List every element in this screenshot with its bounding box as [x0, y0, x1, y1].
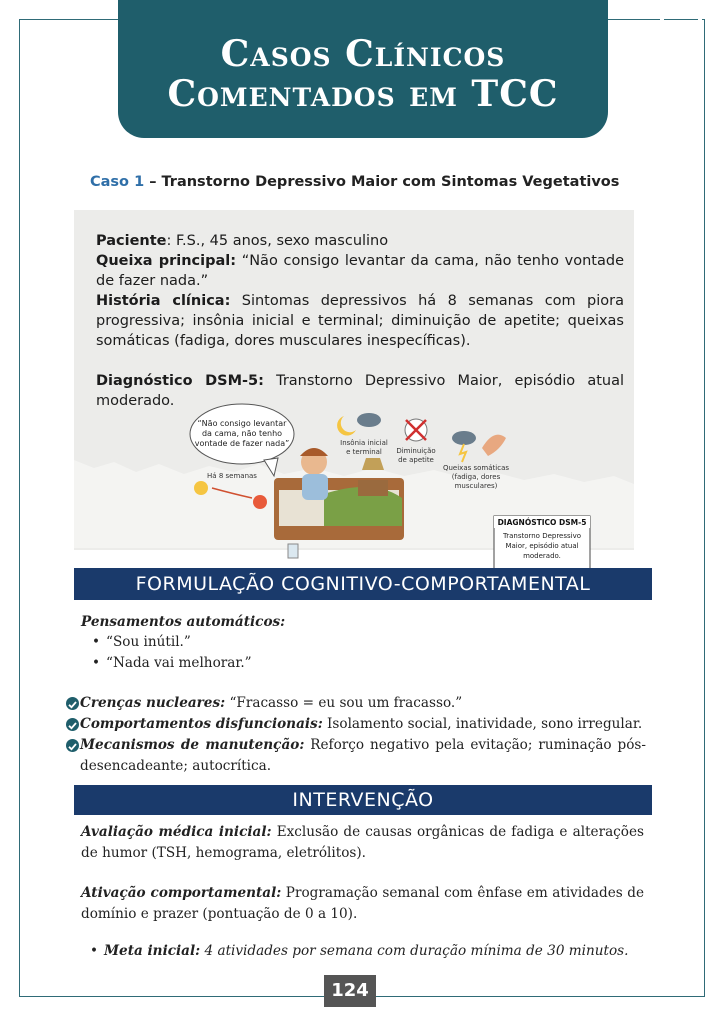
- glass-icon: [288, 544, 298, 558]
- behavioral-activation-paragraph: [81, 883, 644, 925]
- case-illustration: [74, 398, 634, 570]
- page-number: 124: [324, 975, 376, 1007]
- bookmark-icon: [656, 0, 706, 70]
- beliefs-value: “Fracasso = eu sou um fracasso.”: [225, 695, 463, 711]
- sad-face-icon: [253, 495, 267, 509]
- flexed-arm-icon: [482, 435, 506, 456]
- initial-goal-item: • Meta inicial: 4 atividades por semana com duração mínima de 30 minutos.: [90, 943, 629, 959]
- insomnia-line-1: Insônia inicial: [340, 439, 388, 447]
- speech-line-1: “Não consigo levantar: [197, 419, 287, 428]
- history-value: Sintomas depressivos há 8 semanas com piora progressiva; insônia inicial e terminal; diminuição de apetite; queixas somáticas (fadiga, dores musculares inespecíficas).: [96, 293, 624, 349]
- page-title: Casos Clínicos Comentados em TCC: [167, 33, 559, 115]
- rain-cloud-icon: [357, 413, 381, 427]
- beliefs-label: Crenças nucleares:: [80, 695, 226, 711]
- list-item: [66, 714, 646, 735]
- complaint-label: Queixa principal:: [96, 253, 237, 269]
- appetite-line-2: de apetite: [398, 456, 434, 464]
- maintenance-label: Mecanismos de manutenção:: [80, 737, 305, 753]
- check-circle-icon: [66, 697, 79, 710]
- complaint-value: “Não consigo levantar da cama, não tenho vontade de fazer nada.”: [96, 253, 625, 289]
- automatic-thoughts-label: Pensamentos automáticos:: [81, 614, 286, 630]
- medical-label: Avaliação médica inicial:: [81, 824, 272, 840]
- happy-face-icon: [194, 481, 208, 495]
- diagnosis-label: Diagnóstico DSM-5:: [96, 373, 264, 389]
- case-number: Caso 1: [90, 174, 145, 190]
- formulation-checklist: [66, 693, 646, 777]
- check-circle-icon: [66, 739, 79, 752]
- patient-label: Paciente: [96, 233, 167, 249]
- medical-value: Exclusão de causas orgânicas de fadiga e alterações de humor (TSH, hemograma, eletrólitos).: [81, 824, 644, 861]
- weeks-label: Há 8 semanas: [207, 472, 257, 480]
- goal-label: Meta inicial:: [104, 943, 201, 959]
- formulation-heading: FORMULAÇÃO COGNITIVO-COMPORTAMENTAL: [74, 568, 652, 600]
- dsm-box-line-3: moderado.: [523, 552, 561, 560]
- history-label: História clínica:: [96, 293, 231, 309]
- dsm-box-title: DIAGNÓSTICO DSM-5: [497, 518, 587, 527]
- header-banner: [118, 0, 608, 138]
- somatic-line-1: Queixas somáticas: [442, 464, 510, 472]
- dsm-box-line-1: Transtorno Depressivo: [502, 532, 582, 540]
- speech-line-3: vontade de fazer nada”: [194, 439, 290, 448]
- list-item: • “Sou inútil.”: [92, 632, 252, 653]
- patient-value: : F.S., 45 anos, sexo masculino: [166, 233, 389, 249]
- behaviors-value: Isolamento social, inatividade, sono irregular.: [322, 716, 643, 732]
- intervention-heading: INTERVENÇÃO: [74, 785, 652, 815]
- case-name: – Transtorno Depressivo Maior com Sintomas Vegetativos: [144, 174, 620, 190]
- dsm-box-line-2: Maior, episódio atual: [505, 542, 579, 550]
- diagnosis-value: Transtorno Depressivo Maior, episódio atual moderado.: [96, 373, 625, 409]
- storm-cloud-icon: [452, 431, 476, 445]
- insomnia-line-2: e terminal: [346, 448, 382, 456]
- appetite-line-1: Diminuição: [396, 447, 436, 455]
- check-circle-icon: [66, 718, 79, 731]
- behaviors-label: Comportamentos disfuncionais:: [80, 716, 323, 732]
- activation-label: Ativação comportamental:: [81, 885, 282, 901]
- automatic-thoughts-list: [92, 632, 252, 674]
- speech-line-2: da cama, não tenho: [201, 429, 283, 438]
- medical-evaluation-paragraph: [81, 822, 644, 864]
- list-item: [66, 693, 646, 714]
- case-heading: [90, 174, 619, 190]
- case-card-text: [96, 231, 624, 411]
- nightstand-icon: [358, 480, 388, 496]
- somatic-line-2: (fadiga, dores: [451, 473, 501, 481]
- maintenance-value: Reforço negativo pela evitação; ruminação pós-desencadeante; autocrítica.: [80, 737, 646, 774]
- lamp-icon: [362, 458, 384, 470]
- somatic-line-3: musculares): [454, 482, 498, 490]
- list-item: [66, 735, 646, 777]
- list-item: • “Nada vai melhorar.”: [92, 653, 252, 674]
- activation-value: Programação semanal com ênfase em atividades de domínio e prazer (pontuação de 0 a 10).: [81, 885, 644, 922]
- goal-value: 4 atividades por semana com duração mínima de 30 minutos.: [200, 943, 629, 959]
- moon-icon: [337, 416, 356, 436]
- lightning-icon: [460, 444, 466, 462]
